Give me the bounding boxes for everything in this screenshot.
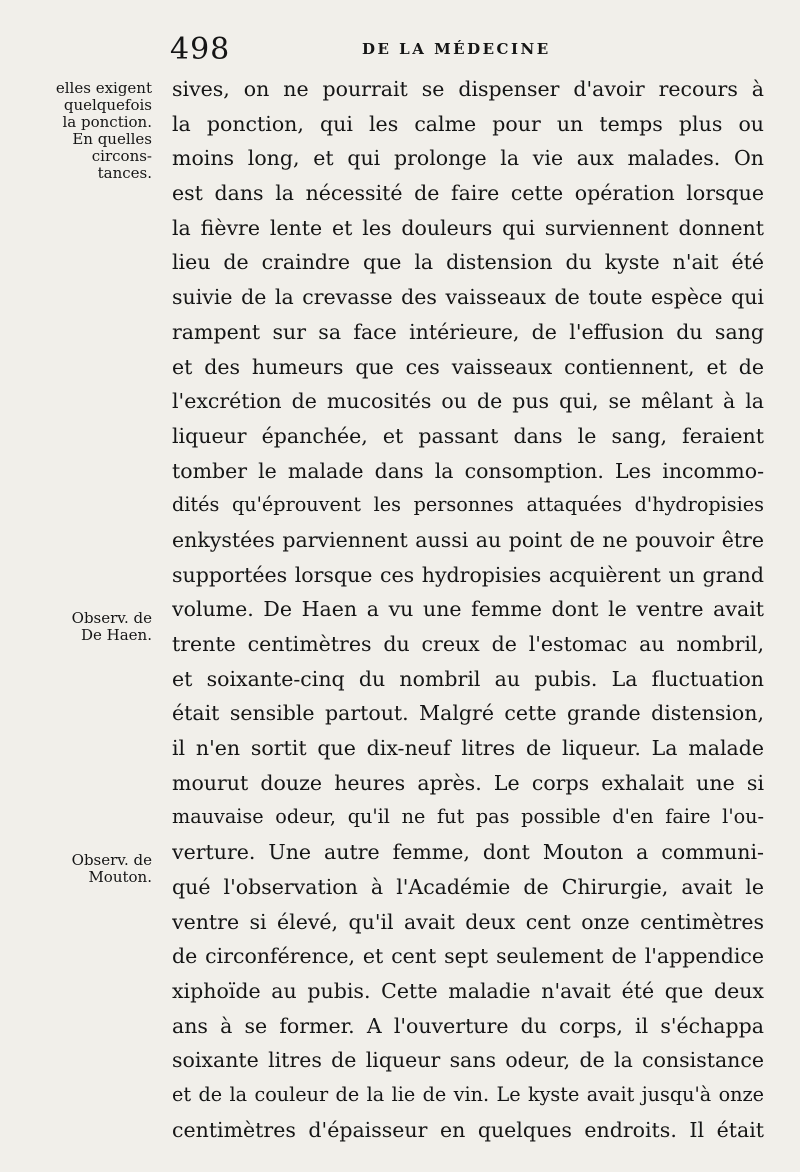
text-line: xiphoïde au pubis. Cette maladie n'avait été que deux (172, 978, 764, 1003)
text-line: l'excrétion de mucosités ou de pus qui, se mêlant à la (172, 389, 764, 414)
text-line: trente centimètres du creux de l'estomac au nombril, (172, 632, 764, 656)
text-line: et de la couleur de la lie de vin. Le kyste avait jusqu'à onze (172, 1082, 764, 1106)
text-line: ans à se former. A l'ouverture du corps, il s'échappa (172, 1013, 764, 1038)
text-line: la ponction, qui les calme pour un temps plus ou (172, 111, 764, 136)
text-line: verture. Une autre femme, dont Mouton a communi- (172, 840, 764, 865)
text-line: suivie de la crevasse des vaisseaux de toute espèce qui (172, 285, 764, 310)
page-header (0, 28, 800, 68)
margin-note-line: Observ. de (71, 609, 152, 627)
text-line: liqueur épanchée, et passant dans le sang, feraient (172, 423, 764, 448)
text-line: et soixante-cinq du nombril au pubis. La fluctuation (172, 666, 764, 691)
margin-note-line: tances. (97, 164, 152, 182)
margin-note-line: quelquefois (63, 96, 152, 114)
margin-note-line: Mouton. (88, 868, 152, 886)
text-line: enkystées parviennent aussi au point de ne pouvoir être (172, 527, 764, 552)
text-line: il n'en sortit que dix-neuf litres de liqueur. La malade (172, 736, 764, 761)
text-line: lieu de craindre que la distension du kyste n'ait été (172, 250, 764, 275)
text-line: était sensible partout. Malgré cette grande distension, (172, 701, 764, 726)
text-line: tomber le malade dans la consomption. Les incommo- (172, 458, 764, 483)
margin-note-line: circons- (91, 147, 152, 165)
text-line: centimètres d'épaisseur en quelques endroits. Il était (172, 1117, 764, 1142)
text-line: moins long, et qui prolonge la vie aux malades. On (172, 146, 764, 171)
text-line: volume. De Haen a vu une femme dont le ventre avait (172, 597, 764, 622)
text-line: de circonférence, et cent sept seulement de l'appendice (172, 944, 764, 969)
text-line: est dans la nécessité de faire cette opération lorsque (172, 181, 764, 206)
text-line: et des humeurs que ces vaisseaux contiennent, et de (172, 354, 764, 379)
text-line: la fièvre lente et les douleurs qui surviennent donnent (172, 215, 764, 240)
text-line: qué l'observation à l'Académie de Chirurgie, avait le (172, 874, 764, 899)
margin-note-line: elles exigent (55, 79, 152, 97)
text-line: mourut douze heures après. Le corps exhalait une si (172, 770, 764, 795)
margin-note-line: En quelles (72, 130, 152, 148)
margin-note-line: Observ. de (71, 851, 152, 869)
text-line: ventre si élevé, qu'il avait deux cent onze centimètres (172, 909, 764, 934)
text-line: supportées lorsque ces hydropisies acquièrent un grand (172, 562, 764, 587)
margin-note-line: la ponction. (62, 113, 152, 131)
text-line: mauvaise odeur, qu'il ne fut pas possible d'en faire l'ou- (172, 805, 764, 829)
text-line: dités qu'éprouvent les personnes attaquées d'hydropisies (172, 493, 764, 517)
margin-note-line: De Haen. (80, 626, 152, 644)
page-number: 498 (170, 32, 231, 67)
text-line: soixante litres de liqueur sans odeur, de la consistance (172, 1048, 764, 1073)
margin-note-ponction (56, 80, 152, 182)
body-text (172, 72, 764, 1147)
text-line: sives, on ne pourrait se dispenser d'avoir recours à (172, 77, 764, 101)
margin-note-de-haen (72, 610, 152, 644)
margin-note-mouton (72, 852, 152, 886)
running-title: DE LA MÉDECINE (362, 40, 551, 58)
text-line: rampent sur sa face intérieure, de l'effusion du sang (172, 319, 764, 344)
